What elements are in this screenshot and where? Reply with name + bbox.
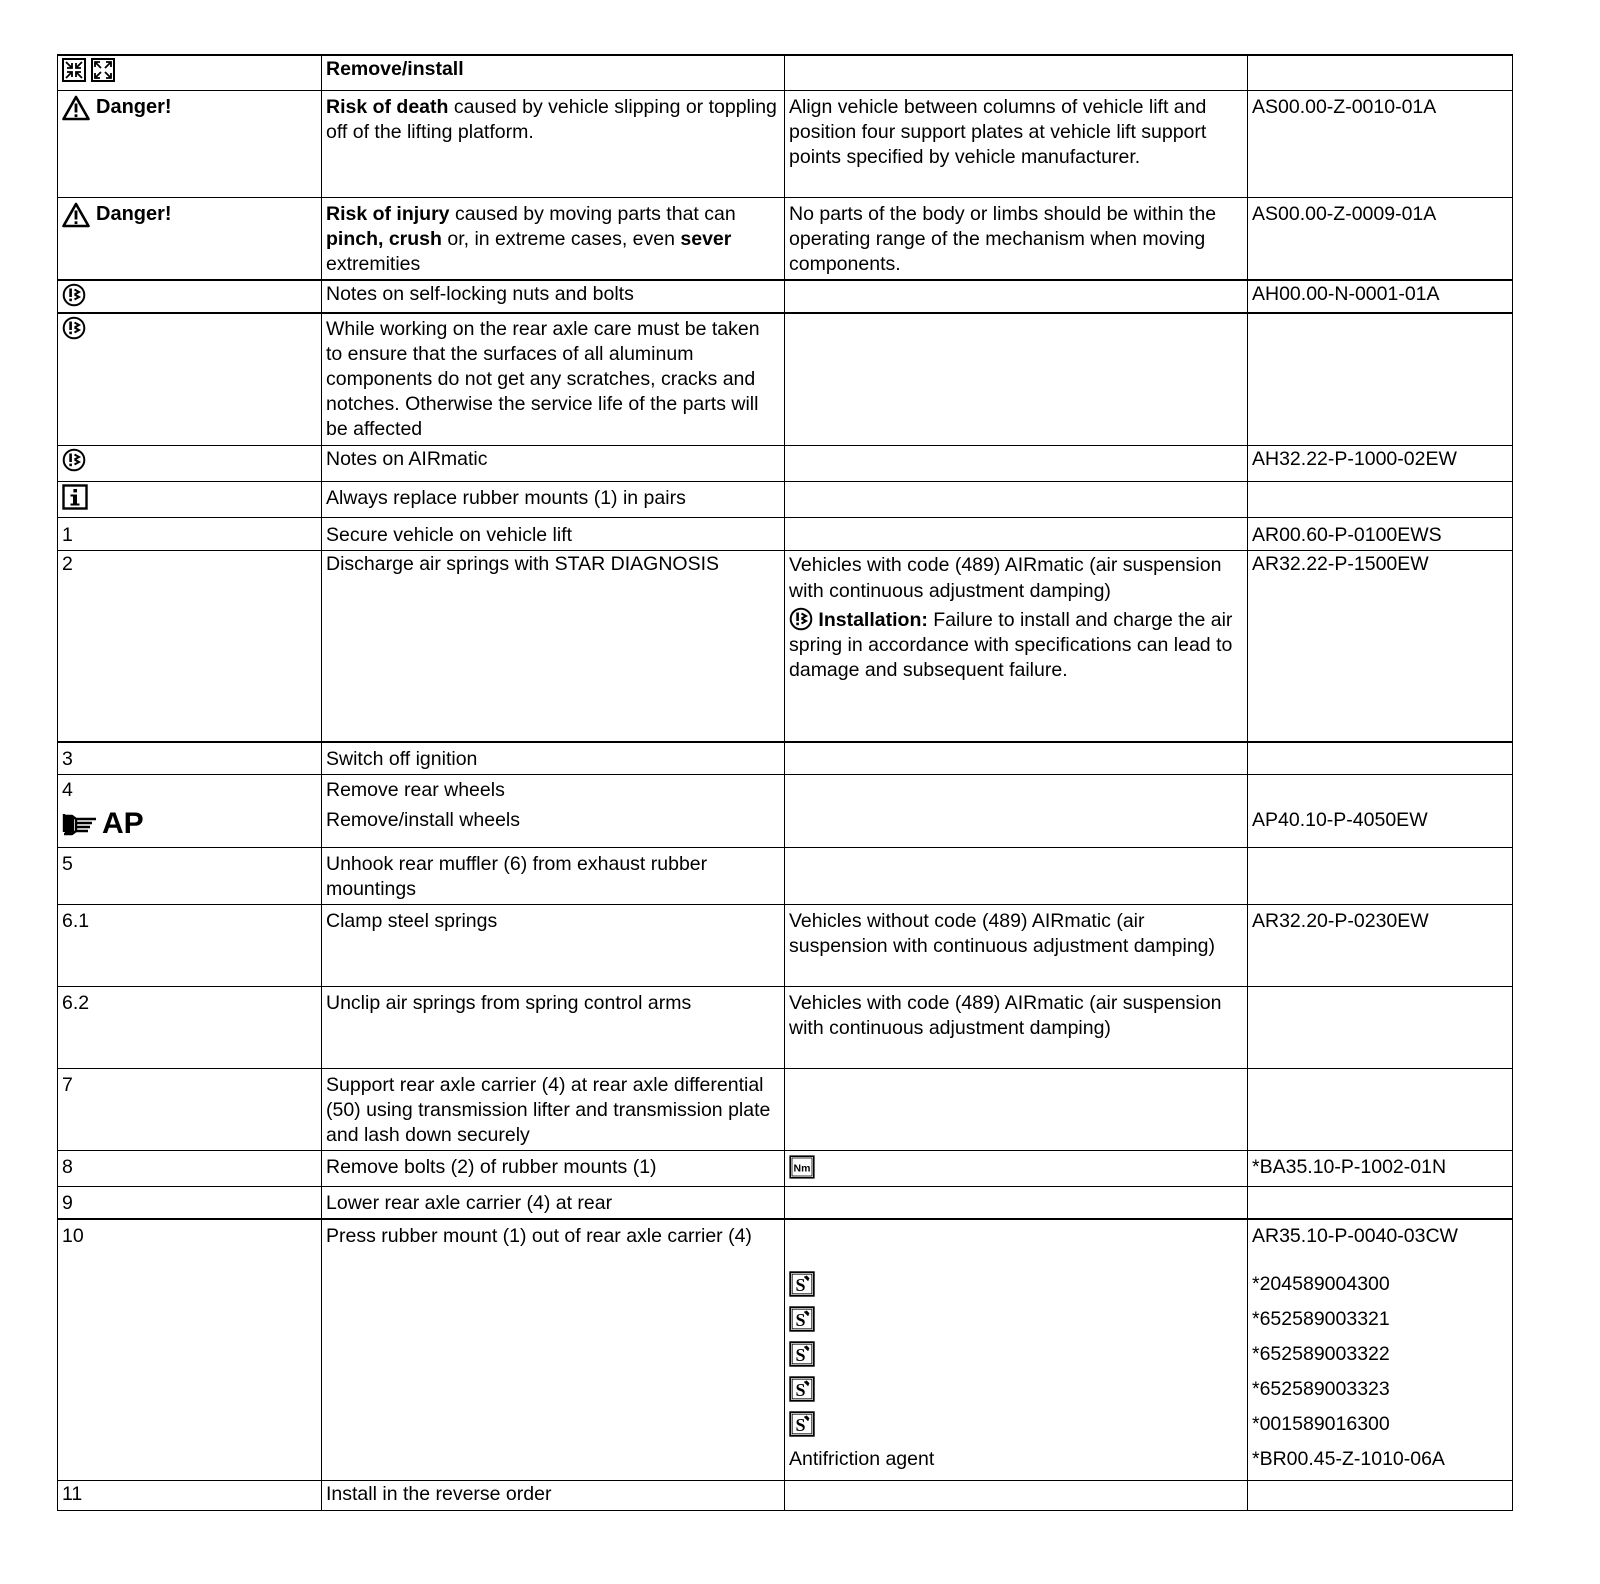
risk-bold: pinch, crush: [326, 227, 442, 250]
danger-label-cell: [58, 197, 322, 280]
note-row: [58, 313, 1513, 446]
step-row: [58, 1186, 1513, 1219]
step-row: [58, 847, 1513, 904]
step-row: [58, 742, 1513, 775]
header-empty-cell: [785, 55, 1248, 90]
reference-cell: AS00.00-Z-0010-01A: [1248, 90, 1513, 197]
empty-cell: [785, 280, 1248, 313]
tools-cell: [785, 1219, 1248, 1481]
note-row: [58, 446, 1513, 482]
warning-triangle-icon: [62, 95, 90, 121]
tool-ref: *001589016300: [1252, 1412, 1390, 1435]
empty-cell: [785, 518, 1248, 551]
installation-note: [789, 608, 1243, 683]
step-text: Secure vehicle on vehicle lift: [322, 518, 785, 551]
tool-ref: *652589003321: [1252, 1307, 1390, 1330]
step-row: [58, 518, 1513, 551]
step-text-cell: [322, 774, 785, 847]
reference-cell: [1248, 1219, 1513, 1481]
step-row: [58, 1150, 1513, 1186]
reference-cell: [1248, 313, 1513, 446]
danger-label-cell: [58, 90, 322, 197]
risk-cell: [322, 90, 785, 197]
note-icon-cell: [58, 280, 322, 313]
special-tool-icon: [789, 1376, 815, 1402]
step-text: Remove bolts (2) of rubber mounts (1): [322, 1150, 785, 1186]
procedure-table: [57, 54, 1513, 1511]
note-text: Notes on self-locking nuts and bolts: [322, 280, 785, 313]
step-row: [58, 1068, 1513, 1150]
torque-nm-icon: [789, 1155, 815, 1179]
empty-cell: [785, 742, 1248, 775]
note-icon: [62, 448, 86, 472]
step-number: 6.1: [58, 904, 322, 986]
note-row: [58, 280, 1513, 313]
risk-text: or, in extreme cases, even: [441, 227, 681, 250]
step-text: Remove rear wheels: [326, 778, 505, 801]
danger-label: Danger!: [96, 203, 172, 225]
step-row: [58, 986, 1513, 1068]
step-number: 4: [62, 778, 73, 801]
reference-cell: AH00.00-N-0001-01A: [1248, 280, 1513, 313]
step-text: Lower rear axle carrier (4) at rear: [322, 1186, 785, 1219]
reference-cell: *BA35.10-P-1002-01N: [1248, 1150, 1513, 1186]
tool-ref: *652589003323: [1252, 1377, 1390, 1400]
reference-cell: AR00.60-P-0100EWS: [1248, 518, 1513, 551]
reference-cell: AR32.20-P-0230EW: [1248, 904, 1513, 986]
reference-cell: AS00.00-Z-0009-01A: [1248, 197, 1513, 280]
ap-ref: AP40.10-P-4050EW: [1252, 808, 1428, 831]
note-text: Notes on AIRmatic: [322, 446, 785, 482]
info-icon-cell: [58, 482, 322, 518]
note-icon: [62, 316, 86, 340]
danger-row: [58, 197, 1513, 280]
empty-cell: [1248, 1481, 1513, 1511]
step-row: [58, 774, 1513, 847]
step-number: 5: [58, 847, 322, 904]
step-number: 6.2: [58, 986, 322, 1068]
ap-text: Remove/install wheels: [326, 808, 521, 831]
ap-label: AP: [102, 806, 144, 840]
step-row: [58, 1219, 1513, 1481]
empty-cell: [1248, 986, 1513, 1068]
step-text: Unhook rear muffler (6) from exhaust rubber mountings: [322, 847, 785, 904]
special-tool-icon: [789, 1411, 815, 1437]
reference-cell: AR32.22-P-1500EW: [1248, 551, 1513, 742]
note-icon-cell: [58, 446, 322, 482]
header-empty-cell: [1248, 55, 1513, 90]
reference-cell: [1248, 774, 1513, 847]
danger-row: [58, 90, 1513, 197]
note-icon: [62, 283, 86, 307]
step-number: 8: [58, 1150, 322, 1186]
install-icon: [91, 58, 115, 82]
risk-bold: sever: [680, 227, 732, 250]
empty-cell: [785, 446, 1248, 482]
step-number: 10: [58, 1219, 322, 1481]
note-icon: [789, 607, 813, 631]
special-tool-icon: [789, 1341, 815, 1367]
risk-bold: Risk of death: [326, 95, 449, 118]
step-info: Vehicles without code (489) AIRmatic (air suspension with continuous adjustment damping): [785, 904, 1248, 986]
risk-text: caused by vehicle slipping or toppling off of the lifting platform.: [326, 95, 777, 143]
note-text: While working on the rear axle care must be taken to ensure that the surfaces of all aluminum components do not get any scratches, cracks and notches. Otherwise the service life of the parts will be affected: [322, 313, 785, 446]
step-number: 1: [58, 518, 322, 551]
tool-ref: *652589003322: [1252, 1342, 1390, 1365]
step-number: 2: [58, 551, 322, 742]
empty-cell: [785, 847, 1248, 904]
header-title: Remove/install: [322, 55, 785, 90]
risk-cell: [322, 197, 785, 280]
step-text: Press rubber mount (1) out of rear axle carrier (4): [322, 1219, 785, 1481]
measure-cell: Align vehicle between columns of vehicle lift and position four support plates at vehicle lift support points specified by vehicle manufacturer.: [785, 90, 1248, 197]
special-tool-icon: [789, 1271, 815, 1297]
procedure-ref: AR35.10-P-0040-03CW: [1252, 1224, 1458, 1247]
step-number: 11: [58, 1481, 322, 1511]
ap-reference: [62, 807, 144, 841]
installation-text: Failure to install and charge the air spring in accordance with specifications can lead to damage and subsequent failure.: [789, 609, 1233, 681]
step-info: Vehicles with code (489) AIRmatic (air suspension with continuous adjustment damping): [785, 986, 1248, 1068]
step-text: Support rear axle carrier (4) at rear axle differential (50) using transmission lifter and transmission plate and lash down securely: [322, 1068, 785, 1150]
step-text: Install in the reverse order: [322, 1481, 785, 1511]
special-tool-icon: [789, 1306, 815, 1332]
step-info: Vehicles with code (489) AIRmatic (air suspension with continuous adjustment damping): [789, 554, 1222, 602]
agent-ref: *BR00.45-Z-1010-06A: [1252, 1447, 1445, 1470]
empty-cell: [785, 1068, 1248, 1150]
tool-ref: *204589004300: [1252, 1272, 1390, 1295]
empty-cell: [1248, 1186, 1513, 1219]
empty-cell: [785, 1481, 1248, 1511]
torque-cell: [785, 1150, 1248, 1186]
reference-cell: [1248, 482, 1513, 518]
risk-text: extremities: [326, 252, 421, 275]
pointing-hand-icon: [62, 810, 100, 838]
warning-triangle-icon: [62, 202, 90, 228]
empty-cell: [1248, 742, 1513, 775]
step-info-cell: [785, 551, 1248, 742]
risk-text: caused by moving parts that can: [449, 202, 736, 225]
step-number: 7: [58, 1068, 322, 1150]
header-icons-cell: [58, 55, 322, 90]
step-row: [58, 551, 1513, 742]
info-text: Always replace rubber mounts (1) in pairs: [322, 482, 785, 518]
agent-text: Antifriction agent: [789, 1447, 935, 1470]
empty-cell: [785, 313, 1248, 446]
info-row: [58, 482, 1513, 518]
empty-cell: [785, 774, 1248, 847]
step-text: Switch off ignition: [322, 742, 785, 775]
installation-label: Installation:: [818, 609, 928, 631]
measure-cell: No parts of the body or limbs should be within the operating range of the mechanism when moving components.: [785, 197, 1248, 280]
info-icon: [62, 484, 88, 510]
header-row: [58, 55, 1513, 90]
note-icon-cell: [58, 313, 322, 446]
remove-icon: [62, 58, 86, 82]
step-row: [58, 1481, 1513, 1511]
danger-label: Danger!: [96, 96, 172, 118]
step-text: Discharge air springs with STAR DIAGNOSIS: [322, 551, 785, 742]
risk-bold: Risk of injury: [326, 202, 450, 225]
empty-cell: [1248, 1068, 1513, 1150]
empty-cell: [1248, 847, 1513, 904]
step-row: [58, 904, 1513, 986]
step-number: 3: [58, 742, 322, 775]
step-text: Unclip air springs from spring control arms: [322, 986, 785, 1068]
step-number-cell: [58, 774, 322, 847]
reference-cell: AH32.22-P-1000-02EW: [1248, 446, 1513, 482]
empty-cell: [785, 1186, 1248, 1219]
step-number: 9: [58, 1186, 322, 1219]
empty-cell: [785, 482, 1248, 518]
step-text: Clamp steel springs: [322, 904, 785, 986]
